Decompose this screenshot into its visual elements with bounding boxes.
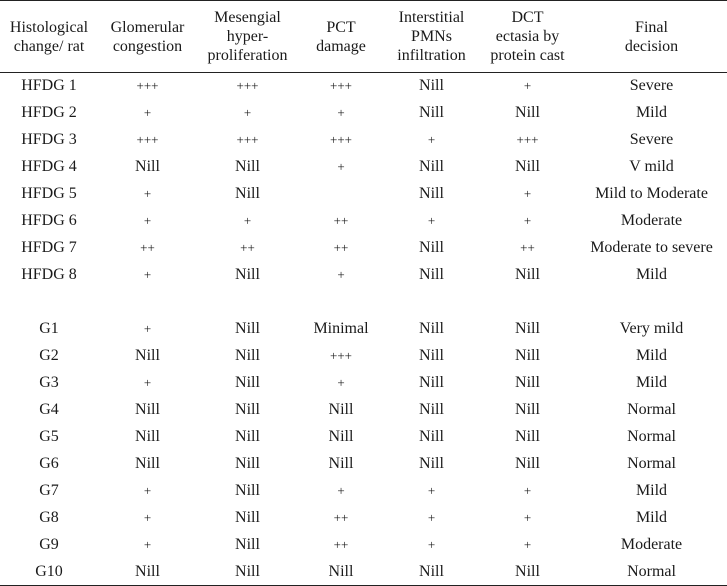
rat-cell: G7	[39, 482, 59, 499]
interstitial-cell: +	[427, 213, 436, 228]
table-row	[0, 262, 727, 289]
table-row	[0, 532, 727, 559]
group-spacer-row	[0, 289, 727, 316]
glomerular-cell: +	[143, 483, 152, 498]
rat-cell: G4	[39, 401, 59, 418]
pct-cell: +	[337, 159, 345, 174]
header-cell-mesengial: Mesengial hyper- proliferation	[197, 1, 298, 73]
header-cell-pct: PCT damage	[298, 1, 384, 73]
group-spacer	[0, 289, 727, 316]
dct-cell: Nill	[515, 428, 540, 445]
rat-cell: HFDG 4	[21, 158, 77, 175]
rat-cell: G10	[0, 559, 98, 586]
decision-cell: Normal	[576, 559, 727, 586]
glomerular-cell: Nill	[135, 455, 160, 472]
interstitial-cell: +	[427, 537, 436, 552]
mesengial-cell: +++	[236, 78, 259, 94]
glomerular-cell: +	[143, 321, 152, 336]
header-cell-dct: DCT ectasia by protein cast	[479, 1, 576, 73]
mesengial-cell: Nill	[235, 482, 260, 499]
table-row	[0, 181, 727, 208]
pct-cell: +	[337, 375, 345, 390]
glomerular-cell: +	[143, 267, 152, 282]
dct-cell: Nill	[515, 374, 540, 391]
mesengial-cell: Nill	[235, 536, 260, 553]
table-row	[0, 397, 727, 424]
decision-cell: Mild	[635, 374, 668, 391]
decision-cell: Normal	[627, 455, 676, 472]
mesengial-cell: Nill	[235, 455, 260, 472]
interstitial-cell: Nill	[419, 455, 444, 472]
table-header	[0, 1, 727, 73]
decision-cell: Normal	[627, 401, 676, 418]
decision-cell: Mild	[635, 347, 668, 364]
glomerular-cell: Nill	[135, 347, 160, 364]
interstitial-cell: Nill	[419, 374, 444, 391]
mesengial-cell: ++	[240, 240, 255, 255]
table-row	[0, 424, 727, 451]
mesengial-cell: Nill	[235, 158, 260, 175]
dct-cell: Nill	[515, 455, 540, 472]
decision-cell: Severe	[629, 77, 674, 95]
glomerular-cell: Nill	[135, 428, 160, 445]
rat-cell: G8	[39, 509, 59, 526]
mesengial-cell: Nill	[235, 320, 260, 337]
pct-cell: +	[337, 483, 345, 498]
mesengial-cell: Nill	[235, 401, 260, 418]
table-row	[0, 451, 727, 478]
pct-cell: Nill	[328, 428, 354, 445]
pct-cell: +	[337, 267, 345, 282]
decision-cell: Mild	[635, 266, 668, 283]
glomerular-cell: Nill	[135, 401, 160, 418]
rat-cell: G2	[39, 347, 59, 364]
dct-cell: Nill	[515, 266, 540, 283]
pct-cell: ++	[333, 537, 349, 552]
decision-cell: Mild	[635, 482, 668, 499]
glomerular-cell: +++	[136, 132, 159, 147]
pct-cell	[298, 181, 384, 208]
mesengial-cell: Nill	[235, 347, 260, 364]
dct-cell: Nill	[515, 347, 540, 364]
interstitial-cell: +	[427, 510, 436, 525]
decision-cell: Moderate to severe	[590, 239, 713, 256]
dct-cell: +	[523, 186, 532, 201]
interstitial-cell: Nill	[419, 320, 444, 337]
decision-cell: Mild	[635, 509, 668, 526]
pct-cell: +++	[330, 348, 352, 363]
interstitial-cell: Nill	[419, 266, 444, 283]
interstitial-cell: +	[427, 483, 436, 498]
dct-cell: Nill	[515, 104, 540, 121]
interstitial-cell: Nill	[384, 559, 479, 586]
dct-cell: Nill	[515, 320, 540, 337]
decision-cell: Mild	[635, 104, 668, 121]
glomerular-cell: +	[143, 375, 152, 390]
rat-cell: HFDG 3	[21, 131, 77, 148]
rat-cell: HFDG 2	[21, 104, 77, 121]
table-row	[0, 478, 727, 505]
rat-cell: G1	[39, 320, 59, 337]
table-row	[0, 154, 727, 181]
glomerular-cell: ++	[140, 240, 155, 255]
table-row	[0, 100, 727, 127]
decision-cell: Moderate	[620, 212, 683, 229]
rat-cell: HFDG 6	[21, 212, 77, 229]
interstitial-cell: Nill	[419, 347, 444, 364]
table-row	[0, 505, 727, 532]
interstitial-cell: Nill	[419, 401, 444, 418]
mesengial-cell: Nill	[235, 374, 260, 391]
glomerular-cell: Nill	[135, 158, 160, 175]
pct-cell: +++	[330, 78, 352, 94]
dct-cell: +	[523, 510, 532, 525]
mesengial-cell: Nill	[197, 559, 298, 586]
glomerular-cell: +	[143, 510, 152, 525]
mesengial-cell: Nill	[235, 266, 260, 283]
table-row	[0, 208, 727, 235]
pct-cell: Nill	[328, 455, 354, 472]
interstitial-cell: Nill	[419, 77, 444, 95]
rat-cell: HFDG 5	[21, 185, 77, 202]
dct-cell: +++	[516, 132, 539, 147]
dct-cell: Nill	[479, 559, 576, 586]
interstitial-cell: Nill	[419, 104, 444, 121]
glomerular-cell: +	[143, 186, 152, 201]
mesengial-cell: Nill	[235, 428, 260, 445]
table-row	[0, 343, 727, 370]
rat-cell: G6	[39, 455, 59, 472]
header-cell-decision: Final decision	[576, 1, 727, 73]
interstitial-cell: Nill	[419, 239, 444, 256]
dct-cell: ++	[520, 240, 535, 255]
interstitial-cell: Nill	[419, 428, 444, 445]
rat-cell: HFDG 8	[21, 266, 77, 283]
table-row	[0, 559, 727, 586]
decision-cell: Normal	[627, 428, 676, 445]
table-row	[0, 316, 727, 343]
dct-cell: Nill	[515, 158, 540, 175]
dct-cell: +	[523, 78, 532, 94]
decision-cell: Very mild	[619, 320, 684, 337]
header-cell-interstitial: Interstitial PMNs infiltration	[384, 1, 479, 73]
table-row	[0, 235, 727, 262]
pct-cell: +	[337, 105, 345, 120]
rat-cell: G9	[39, 536, 59, 553]
decision-cell: V mild	[629, 158, 674, 175]
pct-cell: ++	[333, 510, 349, 525]
table-row	[0, 370, 727, 397]
dct-cell: Nill	[515, 401, 540, 418]
glomerular-cell: +	[143, 537, 152, 552]
dct-cell: +	[523, 537, 532, 552]
mesengial-cell: +++	[236, 132, 259, 147]
pct-cell: Nill	[298, 559, 384, 586]
rat-cell: HFDG 1	[21, 77, 77, 95]
mesengial-cell: Nill	[235, 185, 260, 202]
interstitial-cell: +	[427, 132, 436, 147]
pct-cell: Minimal	[313, 320, 369, 337]
decision-cell: Moderate	[620, 536, 683, 553]
glomerular-cell: +	[143, 105, 152, 120]
header-row	[0, 1, 727, 73]
decision-cell: Mild to Moderate	[595, 185, 708, 202]
glomerular-cell: +++	[136, 78, 159, 94]
rat-cell: G3	[39, 374, 59, 391]
dct-cell: +	[523, 213, 532, 228]
header-cell-glomerular: Glomerular congestion	[98, 1, 197, 73]
header-cell-rat: Histological change/ rat	[0, 1, 98, 73]
dct-cell: +	[523, 483, 532, 498]
pct-cell: Nill	[328, 401, 354, 418]
pct-cell: ++	[333, 213, 349, 228]
table-row	[0, 73, 727, 100]
pct-cell: ++	[333, 240, 349, 255]
table-body	[0, 73, 727, 586]
rat-cell: G5	[39, 428, 59, 445]
mesengial-cell: +	[243, 213, 252, 228]
glomerular-cell: Nill	[98, 559, 197, 586]
pct-cell: +++	[330, 132, 352, 147]
mesengial-cell: Nill	[235, 509, 260, 526]
rat-cell: HFDG 7	[21, 239, 77, 256]
table-row	[0, 127, 727, 154]
mesengial-cell: +	[243, 105, 252, 120]
interstitial-cell: Nill	[419, 185, 444, 202]
decision-cell: Severe	[629, 131, 674, 148]
interstitial-cell: Nill	[419, 158, 444, 175]
glomerular-cell: +	[143, 213, 152, 228]
